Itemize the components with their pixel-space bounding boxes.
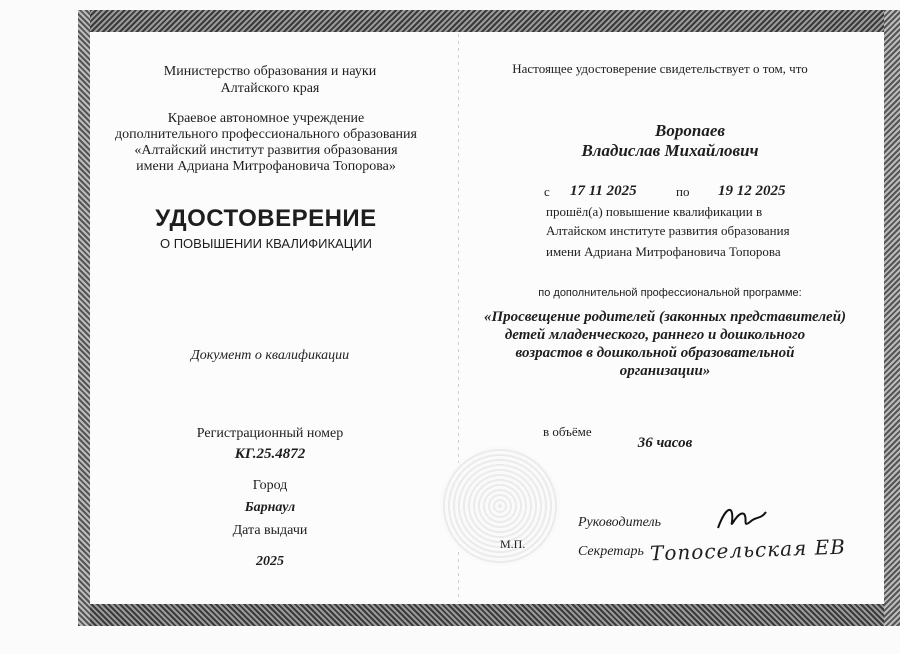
registration-label: Регистрационный номер [196,426,344,441]
head-label: Руководитель [578,515,662,530]
frame-top [78,10,900,32]
city-label: Город [252,478,288,493]
program-line-4: организации» [619,363,711,379]
institute-line-1: Алтайском институте развития образования [546,223,790,238]
ministry-line-2: Алтайского края [220,81,320,96]
volume-label: в объёме [543,424,592,439]
institute-line-2: имени Адриана Митрофановича Топорова [546,244,781,259]
ministry-line-1: Министерство образования и науки [163,64,377,79]
stamp-place-label: М.П. [500,537,526,551]
date-to: 19 12 2025 [718,183,786,199]
recipient-name: Владислав Михайлович [581,141,759,160]
institution-line-3: «Алтайский институт развития образования [134,143,398,158]
frame-right [884,10,900,626]
program-line-2: детей младенческого, раннего и дошкольного [504,327,806,343]
passed-text: прошёл(а) повышение квалификации в [546,204,763,219]
issue-year: 2025 [256,554,284,569]
institution-line-4: имени Адриана Митрофановича Топорова» [136,159,396,174]
issue-date-label: Дата выдачи [232,523,308,538]
institution-line-2: дополнительного профессионального образования [115,127,417,142]
document-subtitle: О ПОВЫШЕНИИ КВАЛИФИКАЦИИ [159,236,373,251]
document-type: Документ о квалификации [190,348,350,363]
city-value: Барнаул [244,500,296,515]
recipient-surname: Воропаев [655,121,725,140]
institution-line-1: Краевое автономное учреждение [167,111,365,126]
registration-number: КГ.25.4872 [234,446,306,462]
date-from: 17 11 2025 [570,183,637,199]
program-line-1: «Просвещение родителей (законных представителей) [483,309,847,325]
intro-text: Настоящее удостоверение свидетельствует о том, что [512,61,808,76]
secretary-label: Секретарь [578,544,644,559]
hours-value: 36 часов [637,435,693,451]
document-title: УДОСТОВЕРЕНИЕ [155,205,377,232]
frame-bottom [78,604,900,626]
head-signature [712,500,772,536]
frame-left [78,10,90,626]
date-to-label: по [676,184,690,199]
secretary-signature: Топосельская ЕВ [649,534,847,566]
date-from-label: с [544,184,550,199]
program-line-3: возрастов в дошкольной образовательной [515,345,795,361]
program-label: по дополнительной профессиональной программе: [538,287,802,299]
